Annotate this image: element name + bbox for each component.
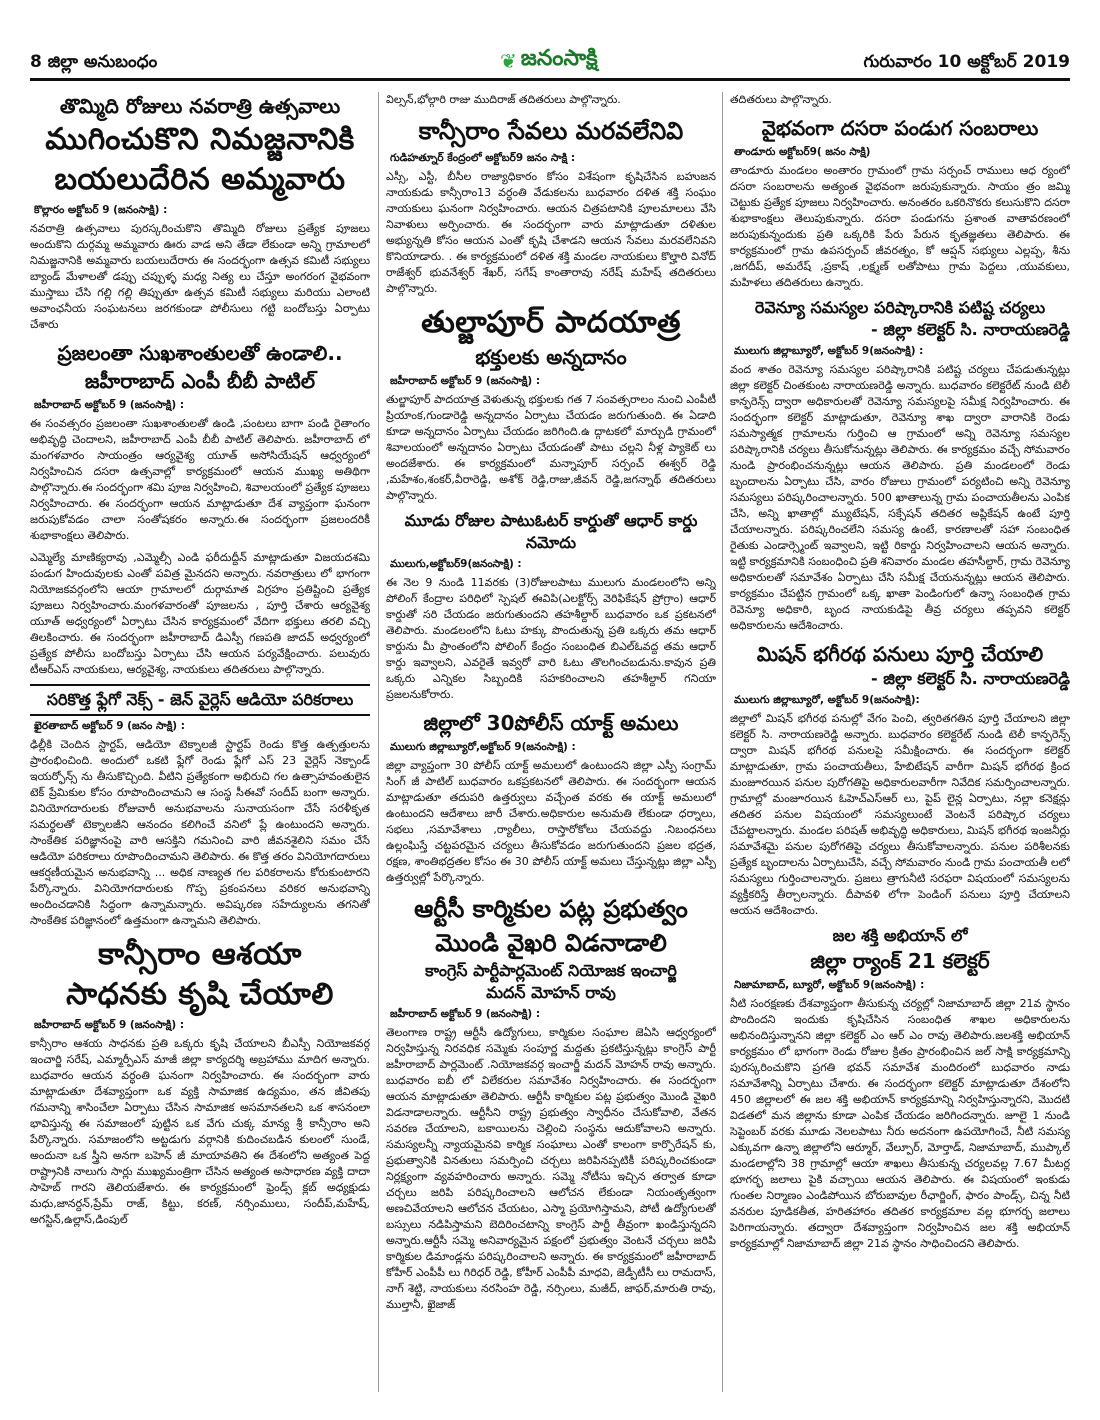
article-7-dateline: ములుగు,అక్టోబర్9(జనంసాక్షి) : (390, 558, 522, 570)
article-8-body: జిల్లా వ్యాప్తంగా 30 పోలీస్ యాక్ట్ అమలులో ఉంటుందని జిల్లా ఎస్పీ సంగ్రామ్ సింగ్ జీ పాటిల్ బుధవారం ఒకప్రకటనలో తెలిపారు. ఈ సందర్భంగా ఆయన మాట్లాడుతూ తదుపరి ఉత్తర్వులు వచ్చేంత వరకు ఈ యాక్ట్ అమలులో ఉంటుందని ఆదేశాలు జారీ చేశారు.అధికారుల అనుమతి లేకుండా ధర్నాలు, సభలు ,సమావేశాలు ,ర్యాలీలు, రాస్తారోకోలు చేయవద్దు .నిబంధనలు ఉల్లంఘిస్తే చట్టపరమైన చర్యలు తీసుకోవడం జరుగుతుందని ప్రజల భద్రత, రక్షణ, శాంతిభద్రతల కోసం ఈ 30 పోలీస్ యాక్ట్ అమలు చేస్తున్నట్లు జిల్లా ఎస్పీ ఉత్తర్వుల్లో పేర్కొన్నారు. (386, 759, 716, 884)
article-4-dateline: జహీరాబాద్ అక్టోబర్ 9 (జనంసాక్షి) : (34, 1019, 185, 1031)
article-2-headline: ప్రజలంతా సుఖశాంతులతో ఉండాలి.. (57, 341, 343, 365)
article-1-headline-line2: బయలుదేరిన అమ్మవారు (54, 162, 346, 197)
article-2-body-2: ఎమ్మెల్యే మాణిక్యరావు ,ఎమ్మెల్సీ ఎండి ఫరీదుద్దీన్ మాట్లాడుతూ విజయదశమి పండుగ హిందువులకు ఎంతో పవిత్ర మైనదని అన్నారు. నవరాత్రులు లో భాగంగా నియోజకవర్గంలోని ఆయా గ్రామాలలో దుర్గామాత విగ్రహం ప్రతిష్టించి ప్రత్యేక పూజలు నిర్వహించారు.మంగళవారంతో పూజలను , పూర్తి చేశారు ఆర్యవైశ్య యూత్ అధ్వర్యంలో ఏర్పాటు చేసిన కార్యక్రమంలో వేదిగా భక్తులు తరలి వచ్చి తిలకించారు. ఈ సందర్భంగా జహీరాబాద్ డిఎస్పీ గణపతి జాదవ్ అధ్వర్యంలో ప్రత్యేక పోలీసు బందోబస్తు ఏర్పాటు చేసి ఆయన పర్యవేక్షించారు. పలువురు టీఆర్ఎస్ నాయకులు, ఆర్యవైశ్య, నాయకులు తదితరులు పాల్గొన్నారు. (30, 551, 370, 676)
article-13-headline-line1: జల శక్తి అభియాన్ లో (832, 926, 968, 945)
article-8-dateline: ములుగు జిల్లాబ్యూరో,అక్టోబర్ 9(జనంసాక్షి) : (390, 741, 576, 753)
article-4-headline-line1: కాన్సీరాం ఆశయా (98, 937, 302, 972)
article-13-dateline: నిజామాబాద్, బ్యూరో, అక్టోబర్ 9(జనంసాక్షి) : (734, 979, 925, 991)
article-2-body-1: ఈ సంవత్సరం ప్రజలంతా సుఖశాంతులతో ఉండి ,పంటలు బాగా పండి రైతాంగం అభివృద్ధి చెందాలని, జహీరాబాద్ ఎంపీ బీబీ పాటిల్ తెలిపారు. జహీరాబాద్ లో మంగళవారం సాయంత్రం ఆర్యవైశ్య యూత్ అసోసియేషన్ ఆధ్వర్యంలో నిర్వహించిన దసరా ఉత్సవాల్లో కార్యక్రమంలో ఆయన ముఖ్య అతిథిగా పాల్గొన్నారు.ఈ సందర్భంగా శమి పూజ నిర్వహించి, శివాలయంలో ప్రత్యేక పూజలు నిర్వహించారు. ఈ సందర్భంగా ఆయన మాట్లాడుతూ దేశ వ్యాప్తంగా ఘనంగా జరుపుకోవడం చాలా సంతోషకరం అన్నారు.ఈ సందర్భంగా ప్రజలందరికీ శుభాకాంక్షలు తెలిపారు. (30, 417, 370, 542)
article-6-headline: తుల్జాపూర్ పాదయాత్ర (421, 305, 681, 340)
article-6-dateline: జహీరాబాద్ అక్టోబర్ 9 (జనంసాక్షి) : (390, 375, 541, 387)
article-11-body: వంద శాతం రెవెన్యూ సమస్యల పరిష్కారానికి పటిష్ట చర్యలు చేపడుతున్నట్లు జిల్లా కలెక్టర్ చింతకుంట నారాయణరెడ్డి అన్నారు. బుధవారం కలెక్టరేట్ నుండి టెలీ కాన్ఫరెన్స్ ద్వారా అధికారులతో రెవెన్యూ సమస్యలపై సమీక్ష నిర్వహించారు. ఈ సందర్భంగా కలెక్టర్ మాట్లాడుతూ, రెవెన్యూ శాఖ ద్వారా వారానికి రెండు సమస్యాత్మక గ్రామాలను గుర్తించి ఆ గ్రామంలో అన్ని రెవెన్యూ సమస్యల పరిష్కారానికి చర్యలు తీసుకోనున్నట్లు తెలిపారు. ఈ కార్యక్రమం వచ్చే సోమవారం నుండి ప్రారంభించనున్నట్లు ఆయన తెలిపారు. ప్రతి మండలంలో రెండు బృందాలను ఏర్పాటు చేసి, వారం రోజులు గ్రామంలో పర్యటించి అన్ని రెవెన్యూ సమస్యలు పరిష్కరించాలన్నారు. 500 ఖాతాలున్న గ్రామ పంచాయతీలను ఎంపిక చేసి, అన్ని ఖాతాల్లో మ్యుటేషన్, సక్సేషన్ తదితర అప్లికేషన్ ఉంటే పూర్తి చేయాలన్నారు. పరిష్కరించలేని సమస్య ఉంటే, కారణాలతో సహా సంబంధిత రైతుకు ఎండార్స్మెంట్ ఇవ్వాలని, ఇట్టి రికార్డు నిర్వహించాలని ఆయన అన్నారు. ఇట్టి కార్యక్రమానికి సంబంధించి ప్రతి శనివారం మండల తహసీల్దార్, గ్రామ రెవెన్యూ అధికారులతో సమావేశం ఏర్పాటు చేసి సమీక్ష చేయనున్నట్లు ఆయన తెలిపారు. కార్యక్రమం చేపట్టిన గ్రామంలో ఒక్క ఖాతా పెండింగులో ఉన్నా సంబంధిత గ్రామ రెవెన్యూ అధికారి, బృంద నాయకుడిపై తీవ్ర చర్యలు తప్పవని కలెక్టర్ అధికారులను ఆదేశించారు. (730, 363, 1070, 632)
article-9-dateline: జహీరాబాద్ అక్టోబర్ 9 (జనంసాక్షి) : (390, 1008, 541, 1020)
issue-date: గురువారం 10 అక్టోబర్ 2019 (863, 52, 1070, 72)
article-3-body: ఢిల్లీకి చెందిన స్టార్టప్, ఆడియో టెక్నాలజీ స్టార్టప్ రెండు కొత్త ఉత్పత్తులను ప్రారంభించింది. అందులో ఒకటి ఫ్లేగో రెండు ఫ్లేగో ఎస్ 23 వైర్లెస్ నెక్బాండ్ ఇయర్ఫోన్స్ ను తీసుకొచ్చింది. వీటిని ప్రత్యేకంగా అభిరుచి గల ఉత్సాహవంతులైన టెక్ ప్రేమికుల కోసం రూపొందించామని ఆ సంస్థ సీఈవో సందీప్ బంగా అన్నారు. వినియోగదారులకు రోజువారీ అనుభవాలను సునాయసంగా చేసే సరళీకృత సమర్థలతో టెక్నాలజీని ఆనందం కలిగించే వనిలో ప్లే ఉంటుందని అన్నారు. సాంకేతిక పరిజ్ఞానంపై వారి ఆసక్తిని గమనించి వారి జీవనశైలిని సమం చేసే ఆడియో పరికరాలు రూపొందించామని తెలిపారు. ఈ కొత్త తరం వినియోగదారులు ఆకర్షణీయమైన అనుభవాన్ని ... అధిక నాణ్యత గల పరికరాలను కోరుకుంటారని పేర్కొన్నారు. వినియోగదారులకు గొప్ప ప్రకంపనలు వరికర అనుభవాన్ని అందించడానికి సిద్ధంగా ఉన్నామన్నారు. అవిష్కరణ సహేద్యులను తగనితో సాంకేతిక పరిజ్ఞానంలో ఉత్తమంగా ఉన్నామని తెలిపారు. (30, 738, 370, 927)
article-1-headline-line1: ముగించుకొని నిమజ్జనానికి (45, 122, 355, 157)
article-9-subhead-2: మదన్ మోహన్ రావు (486, 983, 616, 1002)
article-9-body: తెలంగాణ రాష్ట్ర ఆర్టీసీ ఉద్యోగులు, కార్మికుల సంఘాల జెఏసి ఆధ్వర్యంలో నిర్వహిస్తున్న నిరవధిక సమ్మెకు సంపూర్ణ మద్దతు ప్రకటిస్తున్నట్లు కాంగ్రెస్ పార్టీ జహీరాబాద్ పార్లమెంట్ .నియోజకవర్గ ఇంచార్జీ మదన్ మోహన్ రావు అన్నారు. బుధవారం ఐబీ లో విలేకరుల సమావేశం నిర్వహించారు. ఈ సందర్భంగా ఆయన మాట్లాడుతూ తెలిపారు. ఆర్టీసీ కార్మికుల పట్ల ప్రభుత్వం మొండి వైఖరి విడనాడాలన్నారు. ఆర్టీసీని రాష్ట్ర ప్రభుత్వం స్వాధీనం చేసుకోవాలి, వేతన సవరణ చేయాలని, బకాయిలను చెల్లించి సంస్థను ఆదుకోవాలని అన్నారు. సమస్యలన్నీ న్యాయమైనవి కార్మిక సంఘాలు ఎంతో కాలంగా కార్పొరేషన్ కు, ప్రభుత్వానికి వినతులు సమర్పించి చర్చలు జరిపినప్పటికీ పరిష్కరించకుండా నిర్లక్ష్యంగా వ్యవహరించారు అన్నారు. సమ్మె నోటీసు ఇచ్చిన తర్వాత కూడా చర్చలు జరిపి పరిష్కరించాలని ఆలోచన లేకుండా నియంతృత్వంగా అణచివేయాలని ఆలోచన చేయటం, ఎస్మా ప్రయోగిస్తామని, పోటీ ఉద్యోగులతో బస్సులు నడిపిస్తామని బెదిరించటాన్ని కాంగ్రెస్ పార్టీ తీవ్రంగా ఖండిస్తున్నదని అన్నారు.ఆర్టీసీ సమ్మె అనివార్యమైన పక్షంలో ప్రభుత్వం వెంటనే చర్చలు జరిపి కార్మికుల డిమాండ్లను పరిష్కరించాలని అన్నారు. ఈ కార్యక్రమంలో జహీరాబాద్ కోహీర్ ఎంపీపీ లు గిరిధర్ రెడ్డి, కోహీర్ ఎంపీపీ మాధవి, జెడ్పీటీసీ లు రామదాస్, నాగ్ శెట్టి, నాయకులు నరసింహ రెడ్డి, నర్సింలు, మజీద్, జాఫర్,మారుతి రావు, ముల్తానీ, ఖైజాజ్ (386, 1026, 716, 1311)
article-12-body: జిల్లాలో మిషన్ భగీరథ పనుల్లో వేగం పెంచి, త్వరితగతిన పూర్తి చేయాలని జిల్లా కలెక్టర్ సి. నారాయణరెడ్డి అన్నారు. బుధవారం కలెక్టరేట్ నుండి టెలీ కాన్ఫరెన్స్ ద్వారా మిషన్ భగీరథ పనులపై సమీక్షించారు. ఈ సందర్భంగా కలెక్టర్ మాట్లాడుతూ, గ్రామ పంచాయతీలు, హేబిటేషన్ వారీగా మిషన్ భగీరథ క్రింద మంజూరయిన పనుల పురోగతిపై అధికారులవారీగా నివేదిక సమర్పించాలన్నారు. గ్రామాల్లో మంజూరయిన ఓహెచ్ఎస్ఆర్ లు, పైప్ లైన్ల ఏర్పాటు, నల్లా కనెక్షన్లు తదితర పనుల విషయంలో సమస్యలుంటే వెంటనే పరిష్కార చర్యలు చేపట్టాలన్నారు. మండల పరిషత్ అభివృద్ధి అధికారులు, మిషన్ భగీరథ ఇంజనీర్లు సమావేశమై పనుల పురోగతిపై చర్యలు తీసుకోవాలన్నారు. పనుల పరిశీలనకు ప్రత్యేక బృందాలను ఏర్పాటుచేసి, వచ్చే సోమవారం నుండి గ్రామ పంచాయతీ లలో సమస్యలు గుర్తించాలన్నారు. ప్రజలు త్రాగునీటి సరఫరా విషయంలో సమస్యలను వ్యక్తీకరిస్తే తీర్చాలన్నారు. దీపావళి లోగా పెండింగ్ పనులు పూర్తి చేయాలని ఆయన ఆదేశించారు. (730, 712, 1070, 917)
paper-logo (500, 46, 598, 76)
continued-text: విల్సన్,భోల్గారి రాజు ముదిరాజ్ తదితరులు పాల్గొన్నారు. (386, 93, 621, 106)
leaf-icon: ❦ (500, 49, 517, 73)
article-13-body: నీటి సంరక్షణకు దేశవ్యాప్తంగా తీసుకున్న చర్యల్లో నిజామాబాద్ జిల్లా 21వ స్థానం పొందిందని ఇందుకు కృషిచేసిన సంబంధిత శాఖల అధికారులను అభినందిస్తున్నానని జిల్లా కలెక్టర్ ఎం ఆర్ ఎం రావు తెలిపారు.జలశక్తి అభియాన్ కార్యక్రమం లో భాగంగా రెండు రోజుల క్రితం ప్రారంభించిన జల్ సాక్షి కార్యక్రమాన్ని పురస్కరించుకొని ప్రగతి భవన్ సమావేశ మందిరంలో బుధవారం నాడు సమావేశాన్ని ఏర్పాటు చేశారు. ఈ సందర్భంగా కలెక్టర్ మాట్లాడుతూ దేశంలోని 450 జిల్లాలలో ఈ జల శక్తి అభియాన్ కార్యక్రమాన్ని నిర్వహిస్తున్నారని, మొదటి విడతలో మన జిల్లాను కూడా ఎంపిక చేయడం జరిగిందన్నారు. జూలై 1 నుండి సెప్టెంబర్ వరకు మూడు నెలలపాటు నీరు అదనంగా ఉపయోగించే, నీటి సమస్య ఎక్కువగా ఉన్నా జిల్లాలోని ఆర్మూర్, వేల్పూర్, మోర్తాడ్, నిజామాబాద్, ముప్కాల్ మండలాల్లోని 38 గ్రామాల్లో ఆయా శాఖలు తీసుకున్న చర్యలవల్ల 7.67 మీటర్ల భూగర్భ జలాలు పైకి వచ్చాయి ఆయన తెలిపారు. ఈ విషయంలో ఇంకుడు గుంతల నిర్మాణం ఎండిపోయిన బోరుబావుల రీఛార్జింగ్, ఫారం పాండ్స్, చిన్న నీటి వనరుల పూడికతీత, హరితహారం తదితర కార్యక్రమాల వల్ల భూగర్భ జలాలు పెరిగాయన్నారు. తద్వారా దేశవ్యాప్తంగా నిర్వహించిన జల శక్తి అభియాన్ కార్యక్రమాల్లో నిజామాబాద్ జిల్లా 21వ స్థానం సాధించిందని తెలిపారు. (730, 997, 1070, 1250)
article-2-dateline: జహీరాబాద్ అక్టోబర్ 9 (జనంసాక్షి) : (34, 399, 185, 411)
article-10-headline: వైభవంగా దసరా పండుగ సంబరాలు (761, 116, 1039, 140)
article-9-subhead-1: కాంగ్రెస్ పార్టీపార్లమెంట్ నియోజక ఇంచార్జి (425, 961, 677, 980)
article-11-headline: రెవెన్యూ సమస్యల పరిష్కారానికి పటిష్ట చర్యలు (754, 298, 1046, 317)
article-5-headline: కాన్సీరాం సేవలు మరవలేనివి (418, 117, 684, 145)
continued-text: తదితరులు పాల్గొన్నారు. (730, 93, 832, 106)
article-5-dateline: గుడిహత్నూర్ కేంద్రంలో అక్టోబర్9 జనం సాక్షి : (390, 152, 576, 164)
article-7-headline: మూడు రోజుల పాటుఓటర్ కార్డుతో ఆధార్ కార్డు నమోదు (404, 511, 698, 552)
article-12-subhead: - జిల్లా కలెక్టర్ సి. నారాయణరెడ్డి (871, 669, 1070, 688)
article-10-dateline: తాండూరు అక్టోబర్9( జనం సాక్షి) (734, 146, 871, 158)
article-3-dateline: ఖైరతాబాద్ అక్టోబర్ 9 (జనం సాక్షి) : (34, 720, 185, 732)
article-1-kicker: తొమ్మిది రోజులు నవరాత్రి ఉత్సవాలు (59, 94, 341, 118)
article-12-headline: మిషన్ భగీరథ పనులు పూర్తి చేయాలి (756, 642, 1044, 666)
column-divider (722, 92, 723, 1392)
article-7-body: ఈ నెల 9 నుండి 11వరకు (3)రోజులపాటు ములుగు మండలంలోని అన్ని పోలింగ్ కేంద్రాల పరిధిలో స్పెషల్ ఈవిపి(ఎలక్టోర్స్ వెరిఫికేషన్ ప్రోగ్రాం) ఆధార్ కార్డుతో సరి చేయడం జరుగుతుందని తహశీల్దార్ బుధవారం ఒక ప్రకటనలో తెలిపారు. మండలంలోని ఓటు హక్కు పొందుతున్న ప్రతి ఒక్కరు తమ ఆధార్ కార్డును మీ ప్రాంతంలోని పోలింగ్ కేంద్రం సంబంధిత బిఎల్ఓవద్ద తమ ఆధార్ కార్డు ఇవ్వాలని, ఎవరైతే ఇవ్వరో వారి ఓటు తొలగించబడును.కావున ప్రతి ఒక్కరు ఎన్నికల సిబ్బందికి సహకరించాలని తహశీల్దార్ గనియా ప్రజలనుకోరారు. (386, 576, 716, 701)
column-3 (730, 92, 1070, 1392)
article-11-subhead: - జిల్లా కలెక్టర్ సి. నారాయణరెడ్డి (871, 320, 1070, 339)
article-8-headline: జిల్లాలో 30పోలీస్ యాక్ట్ అమలు (423, 711, 679, 735)
column-divider (378, 92, 379, 1392)
article-4-headline-line2: సాధనకు కృషి చేయాలి (66, 977, 334, 1012)
page-section: 8 జిల్లా అనుబంధం (30, 52, 158, 72)
column-1 (30, 92, 370, 1392)
article-11-dateline: ములుగు జిల్లాబ్యూరో, అక్టోబర్ 9(జనంసాక్షి) : (734, 345, 924, 357)
article-12-dateline: ములుగు జిల్లాబ్యూరో, అక్టోబర్ 9(జనంసాక్షి): (734, 694, 920, 706)
column-2 (386, 92, 716, 1392)
article-6-body: తుల్జాపూర్ పాదయాత్ర వెళుతున్న భక్తులకు గత 7 సంవత్సరాలం నుంచి ఎంపీటీ ప్రియాంక,గుండారెడ్డి అన్నదానం ఏర్పాటు చేయడం జరుగుతుంది. ఈ ఏడాది కూడా అన్నదానం ఏర్పాటు చేయడం జరిగింది.ఉ ద్గాటకలో మార్చుడి గ్రామంలో శివాలయంలో అన్నదానం ఏర్పాటు చేయడంతో పాటు చల్లని నీళ్ల ప్యాకెట్ లు అందజేశారు. ఈ కార్యక్రమంలో మన్నాపూర్ సర్పంచ్ ఈశ్వర్ రెడ్డి ,మహేశం,శంకర్,వీరారెడ్డి, అశోక్ రెడ్డి,రాజు,జీవన్ రెడ్డి,జగన్నాథ్ తదితరులు పాల్గొన్నారు. (386, 393, 716, 502)
article-10-body: తాండూరు మండలం అంతారం గ్రామంలో గ్రామ సర్పంచ్ రాములు ఆధ ర్యంలో దసరా సంబరాలను అత్యంత వైభవంగా జరుపుకున్నారు. సాయం త్రం జమ్మి చెట్టుకు ప్రత్యేక పూజలు నిర్వహించారు. అనంతరం ఒకరినొకరు కలుసుకొని దసరా శుభాకాంక్షలు తెలుపుకున్నారు. దసరా పండుగను ప్రశాంత వాతావరణంలో జరుపుకున్నందుకు ప్రతి ఒక్కరికి పేరు పేరున కృతజ్ఞతలు తెలిపారు. ఈ కార్యక్రమంలో గ్రామ ఉపసర్పంచ్ జీవరత్నం, కో ఆప్షన్ సభ్యులు ఎల్లప్ప, శీను ,జగదీప్, అమరేష్ ,ప్రకాష్ ,లక్ష్మణ్ లతోపాటు గ్రామ పెద్దలు ,యువకులు, మహిళలు తదితరులు ఉన్నారు. (730, 164, 1070, 289)
paper-name: జనంసాక్షి (520, 46, 598, 71)
article-3-headline: సరికొత్త ఫ్లేగో నెక్స్ - జెన్ వైర్లెస్ ఆడియో పరికరాలు (30, 684, 370, 716)
article-4-body: కాన్సీరాం ఆశయ సాధనకు ప్రతి ఒక్కరు కృషి చేయాలని బీఎస్పీ నియోజకవర్గ ఇంచార్జి సరేష్, ఎమ్మార్పీఎస్ మాజీ జిల్లా కార్యదర్శి అబ్రహాము మాదిగ అన్నారు. బుధవారం ఆయన వర్ధంతి ఘనంగా నిర్వహించారు. ఈ సందర్భంగా వారు మాట్లాడుతూ దేశవ్యాప్తంగా ఒక వ్యక్తి సామాజిక ఉద్యమం, తన జీవితపు గమనాన్ని శాసించేలా ఏర్పాటు చేసిన సామాజిక అసమానతలని ఒక శాసనంలా భావిస్తున్న ఈ సమాజంలో పుట్టిన ఒక వేగు చుక్క మాన్య శ్రీ కాన్సీరాం అని పేర్కొన్నారు. సమాజంలోని అట్టడుగు వర్గానికి కుదించబడిన కులంలో సుండే, అందునా ఒక స్త్రీని అనగా బహెన్ జీ మాయావతిని ఈ దేశంలోని అత్యంత పెద్ద రాష్ట్రానికి నాలుగు సార్లు ముఖ్యమంత్రిగా చేసిన అత్యంత అసాధారణ వ్యక్తి దాదా సాహెబ్ గారని తెలియజేశారు. ఈ కార్యక్రమంలో ఫ్రెండ్స్ క్లబ్ అధ్యక్షుడు మధు,జానర్దన్,ప్రేమ్ రాజ్, కిట్టు, కరణ్, నర్సింములు, సందీప్,మహేష్, అగస్టిన్,ఉల్లాస్,డింపుల్ (30, 1037, 370, 1226)
article-13-headline-line2: జిల్లా ర్యాంక్ 21 కలెక్టర్ (810, 949, 990, 973)
article-1-body: నవరాత్రి ఉత్సవాలు పురస్కరించుకొని తొమ్మిది రోజులు ప్రత్యేక పూజలు అందుకొని దుర్గమ్మ అమ్మవారు ఊరు వాడ అని తేడా లేకుండా అన్ని గ్రామాలలో నిమజ్జనానికి అమ్మవారు బయలుదేరారు ఈ సందర్భంగా ఉత్సవ కమిటీ సభ్యులు బ్యాండ్ మేళాలతో డప్పు చప్పుళ్ళ మధ్య నిత్య లు చేస్తూ అంగరంగ వైభవంగా ముస్తాబు చేసి గల్లి గల్లి తిప్పుతూ ఉత్సవ కమిటీ సభ్యులు మరియు ఎలాంటి అవాంఛనీయ సంఘటనలు జరగకుండా పోలీసులు గట్టి బందోబస్తు ఏర్పాటు చేశారు (30, 222, 370, 331)
masthead (30, 46, 1070, 81)
article-1-dateline: కొల్లారం అక్టోబర్ 9 (జనంసాక్షి) : (34, 204, 168, 216)
article-2-subhead: జహీరాబాద్ ఎంపీ బీబీ పాటిల్ (84, 369, 316, 393)
article-9-headline-line2: మొండి వైఖరి విడనాడాలి (435, 929, 667, 957)
article-5-body: ఎస్సీ, ఎస్టీ, బీసీల రాజ్యాధికారం కోసం విశేషంగా కృషిచేసిన బహుజన నాయకుడు కాన్సీరాం13 వర్ధంతి వేడుకలను బుధవారం దళిత శక్తి సంఘం నాయకులు ఘనంగా నిర్వహించారు. ఆయన చిత్రపటానికి పూలమాలలు వేసి నివాళులు అర్పించారు. ఈ సందర్భంగా వారు మాట్లాడుతూ దళితుల అభ్యున్నతి కోసం ఆయన ఎంతో కృషి చేశాడని ఆయన సేవలు మరవలేనివని కొనియాడారు. . ఈ కార్యక్రమంలో దళిత శక్తి మండల నాయకులు కొల్హారి వినోద్ రాజేశ్వర్ భువనేశ్వర్ శేఖర్, సగేష్ కాంతారావు నరేష్ మహేష్ తదితరులు పాల్గొన్నారు. (386, 170, 716, 295)
article-9-headline-line1: ఆర్టీసీ కార్మికుల పట్ల ప్రభుత్వం (414, 895, 688, 923)
article-6-subhead: భక్తులకు అన్నదానం (475, 345, 627, 369)
